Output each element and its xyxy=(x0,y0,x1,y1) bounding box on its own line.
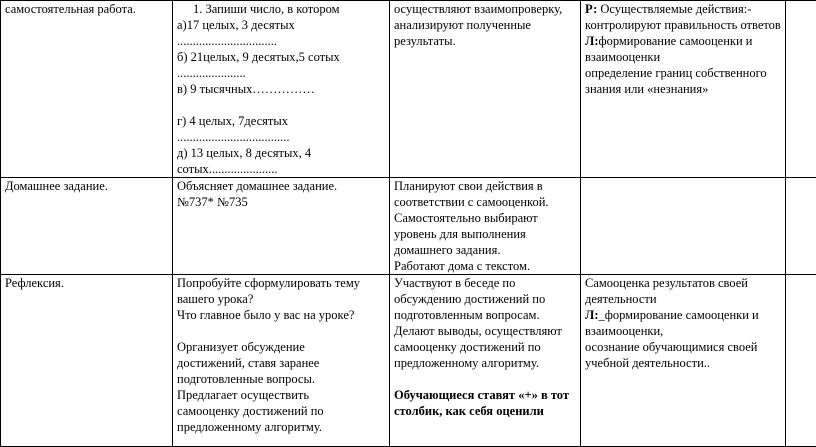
task-item: г) 4 целых, 7десятых xyxy=(177,113,385,129)
table-row xyxy=(1,1,816,178)
l-text: формирование самооценки и взаимооценки xyxy=(585,34,753,64)
text-line: достижений, ставя заранее xyxy=(177,355,385,371)
regulatory-uud xyxy=(585,1,781,33)
student-activity-cell xyxy=(390,1,581,178)
personal-uud xyxy=(585,307,781,323)
text-line: Самостоятельно выбирают xyxy=(394,210,576,226)
text-line: самооценку достижений по xyxy=(394,339,576,355)
spacer xyxy=(177,323,385,339)
text-line: самооценку достижений по xyxy=(177,403,385,419)
uud-cell xyxy=(581,178,786,275)
bold-line: Обучающиеся ставят «+» в тот xyxy=(394,387,576,403)
text-line: Участвуют в беседе по xyxy=(394,275,576,291)
text-line: Предлагает осуществить xyxy=(177,387,385,403)
text-line: предложенному алгоритму. xyxy=(177,419,385,435)
stage-cell xyxy=(1,275,173,447)
l-label: Л: xyxy=(585,34,598,48)
l-text: _формирование самооценки и xyxy=(598,308,758,322)
text-line: Планируют свои действия в xyxy=(394,178,576,194)
stage-name: Домашнее задание. xyxy=(5,178,168,194)
task-item: а)17 целых, 3 десятых xyxy=(177,17,385,33)
empty-cell xyxy=(786,1,816,178)
text-line: подготовленным вопросам. xyxy=(394,307,576,323)
text-line: Организует обсуждение xyxy=(177,339,385,355)
answer-blank: ................................ xyxy=(177,33,385,49)
text-line: Самооценка результатов своей xyxy=(585,275,781,291)
text-line: Что главное было у вас на уроке? xyxy=(177,307,385,323)
task-title: 1. Запиши число, в котором xyxy=(177,1,385,17)
text-line: осознание обучающимися своей xyxy=(585,339,781,355)
text-line: соответствии с самооценкой. xyxy=(394,194,576,210)
text-line: учебной деятельности.. xyxy=(585,355,781,371)
uud-cell xyxy=(581,1,786,178)
stage-name: Рефлексия. xyxy=(5,275,168,291)
text-line: №737* №735 xyxy=(177,194,385,210)
task-item: б) 21целых, 9 десятых,5 сотых xyxy=(177,49,385,65)
answer-blank: .................................... xyxy=(177,129,385,145)
table-row xyxy=(1,275,816,447)
teacher-activity-cell xyxy=(173,178,390,275)
l-label: Л: xyxy=(585,308,598,322)
student-activity-text: осуществляют взаимопроверку, анализируют полученные результаты. xyxy=(394,1,576,49)
text-line: обсуждению достижений по xyxy=(394,291,576,307)
text-line: подготовленные вопросы. xyxy=(177,371,385,387)
text-line: Объясняет домашнее задание. xyxy=(177,178,385,194)
teacher-activity-cell xyxy=(173,275,390,447)
uud-extra: определение границ собственного знания или «незнания» xyxy=(585,65,781,97)
uud-cell xyxy=(581,275,786,447)
teacher-activity-cell xyxy=(173,1,390,178)
text-line: Попробуйте сформулировать тему xyxy=(177,275,385,291)
text-line: уровень для выполнения xyxy=(394,226,576,242)
task-item: в) 9 тысячных…………… xyxy=(177,81,385,97)
student-activity-cell xyxy=(390,275,581,447)
stage-cell xyxy=(1,178,173,275)
spacer xyxy=(177,97,385,113)
stage-cell xyxy=(1,1,173,178)
task-item: д) 13 целых, 8 десятых, 4 xyxy=(177,145,385,161)
text-line: Работают дома с текстом. xyxy=(394,258,576,274)
text-line: предложенному алгоритму. xyxy=(394,355,576,371)
r-label: Р: xyxy=(585,2,597,16)
text-line: домашнего задания. xyxy=(394,242,576,258)
empty-cell xyxy=(786,275,816,447)
student-activity-cell xyxy=(390,178,581,275)
empty-cell xyxy=(786,178,816,275)
table-row xyxy=(1,178,816,275)
text-line: взаимооценки, xyxy=(585,323,781,339)
spacer xyxy=(394,371,576,387)
stage-name: самостоятельная работа. xyxy=(5,1,168,17)
text-line: вашего урока? xyxy=(177,291,385,307)
r-text: Осуществляемые действия:- контролируют правильность ответов xyxy=(585,2,781,32)
bold-line: столбик, как себя оценили xyxy=(394,403,576,419)
answer-blank: сотых...................... xyxy=(177,161,385,177)
text-line: деятельности xyxy=(585,291,781,307)
personal-uud xyxy=(585,33,781,65)
text-line: Делают выводы, осуществляют xyxy=(394,323,576,339)
answer-blank: ...................... xyxy=(177,65,385,81)
